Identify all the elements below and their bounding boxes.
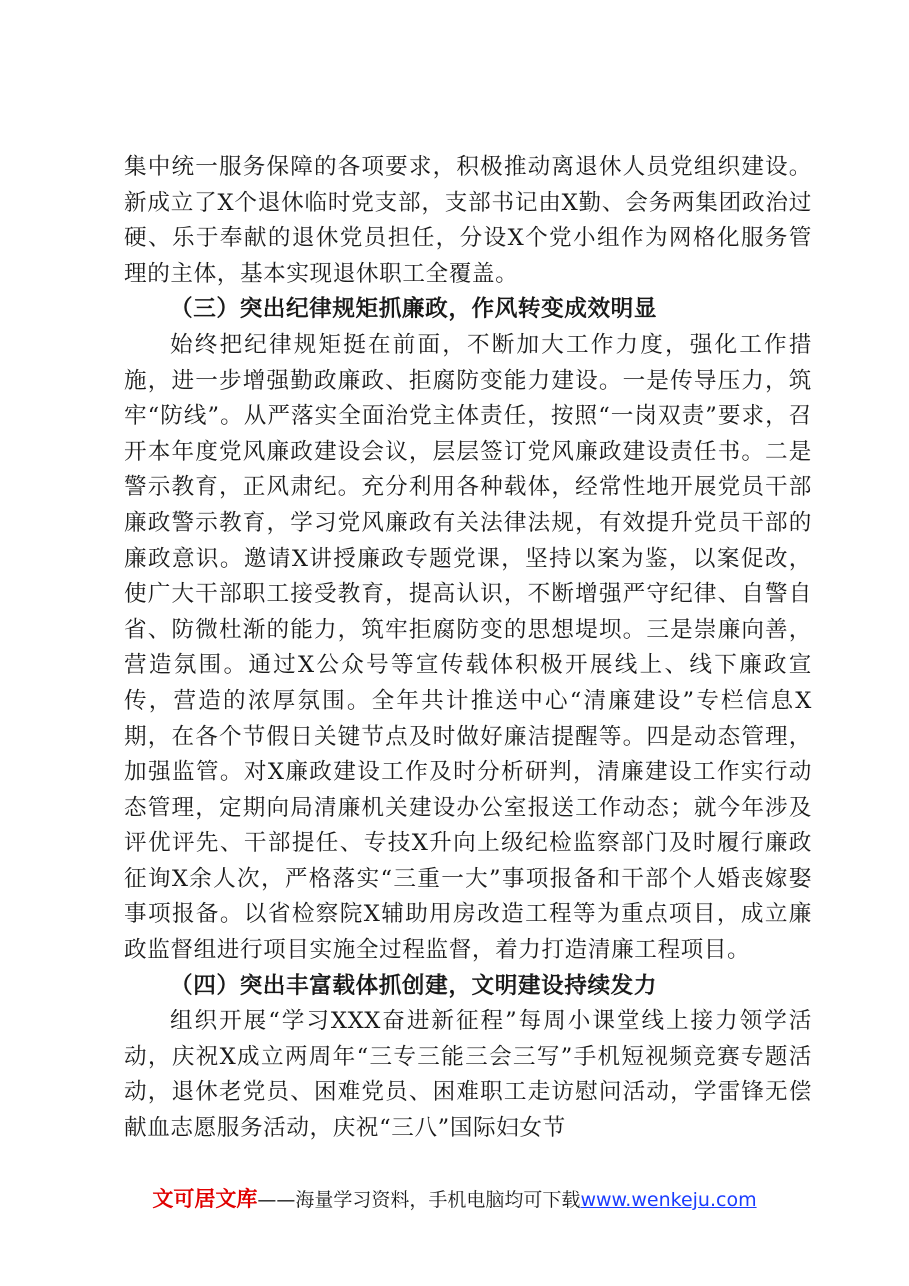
- paragraph-discipline: 始终把纪律规矩挺在前面，不断加大工作力度，强化工作措施，进一步增强勤政廉政、拒腐防变能力建设。一是传导压力，筑牢“防线”。从严落实全面治党主体责任，按照“一岗双责”要求，召开本年度党风廉政建设会议，层层签订党风廉政建设责任书。二是警示教育，正风肃纪。充分利用各种载体，经常性地开展党员干部廉政警示教育，学习党风廉政有关法律法规，有效提升党员干部的廉政意识。邀请X讲授廉政专题党课，坚持以案为鉴，以案促改，使广大干部职工接受教育，提高认识，不断增强严守纪律、自警自省、防微杜渐的能力，筑牢拒腐防变的思想堤坝。三是崇廉向善，营造氛围。通过X公众号等宣传载体积极开展线上、线下廉政宣传，营造的浓厚氛围。全年共计推送中心“清廉建设”专栏信息X期，在各个节假日关键节点及时做好廉洁提醒等。四是动态管理，加强监管。对X廉政建设工作及时分析研判，清廉建设工作实行动态管理，定期向局清廉机关建设办公室报送工作动态；就今年涉及评优评先、干部提任、专技X升向上级纪检监察部门及时履行廉政征询X余人次，严格落实“三重一大”事项报备和干部个人婚丧嫁娶事项报备。以省检察院X辅助用房改造工程等为重点项目，成立廉政监督组进行项目实施全过程监督，着力打造清廉工程项目。: [124, 331, 812, 964]
- footer-slogan: ——海量学习资料，手机电脑均可下载: [257, 1189, 581, 1211]
- footer-banner: [0, 1183, 909, 1213]
- section-heading-4: （四）突出丰富载体抓创建，文明建设持续发力: [170, 972, 658, 999]
- footer-brand: 文可居文库: [152, 1187, 258, 1211]
- footer-url-link[interactable]: www.wenkeju.com: [580, 1189, 757, 1211]
- document-body: [124, 150, 812, 1147]
- paragraph-activities: 组织开展“学习XXX奋进新征程”每周小课堂线上接力领学活动，庆祝X成立两周年“三专三能三会三写”手机短视频竞赛专题活动，退休老党员、困难党员、困难职工走访慰问活动，学雷锋无偿献血志愿服务活动，庆祝“三八”国际妇女节: [124, 1008, 812, 1142]
- paragraph-intro: 集中统一服务保障的各项要求，积极推动离退休人员党组织建设。新成立了X个退休临时党支部，支部书记由X勤、会务两集团政治过硬、乐于奉献的退休党员担任，分设X个党小组作为网格化服务管理的主体，基本实现退休职工全覆盖。: [124, 154, 812, 287]
- section-heading-3: （三）突出纪律规矩抓廉政，作风转变成效明显: [170, 296, 658, 323]
